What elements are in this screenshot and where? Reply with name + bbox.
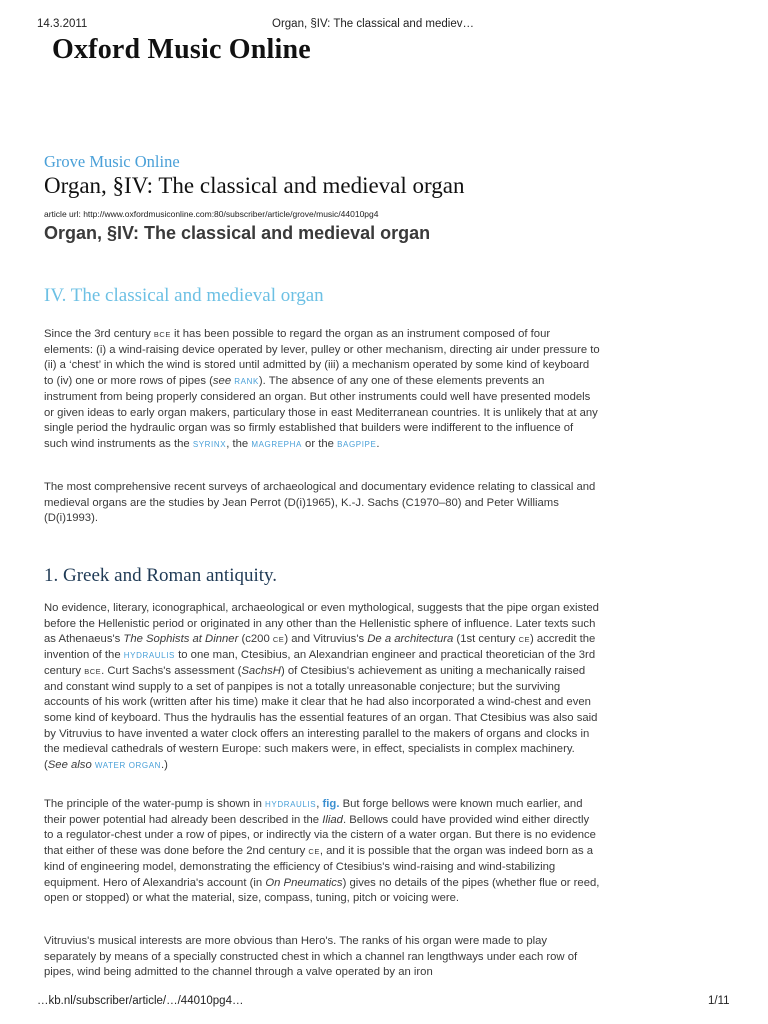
text: to one man, Ctesibius, an Alexandrian engineer and practical theoretician of the 3rd century	[44, 649, 596, 677]
link-syrinx[interactable]: SYRINX	[192, 439, 227, 449]
link-water-organ[interactable]: WATER ORGAN	[94, 761, 162, 771]
text: No evidence, literary, iconographical, archaeological or even mythological, suggests that the pipe organ existed before the Hellenistic period or originated in any other than the Hellenistic sphere of influence. Later texts such as Athenaeus's	[44, 602, 599, 646]
text: (1st century	[453, 633, 519, 646]
text: See also	[47, 759, 92, 772]
text: , the	[226, 437, 252, 450]
article-title: Organ, §IV: The classical and medieval organ	[44, 173, 465, 198]
text: , and it is possible that the organ was indeed born as a kind of engineering model, demonstrating the efficiency of Ctesibius's wind-raising and wind-stabilizing equipment. Hero of Alexandria's account (in	[44, 845, 594, 889]
link-hydraulis[interactable]: HYDRAULIS	[123, 651, 175, 661]
text: ) and Vitruvius's	[284, 633, 368, 646]
paragraph-vitruvius: Vitruvius's musical interests are more obvious than Hero's. The ranks of his organ were made to play separately by means of a specially constructed chest in which a channel ran lengthways under each row of pipes, wind being admitted to the channel through a valve operated by an iron	[44, 935, 578, 979]
text: But forge bellows were known much earlier, and their power potential had already been described in the	[44, 798, 583, 826]
link-rank[interactable]: RANK	[234, 377, 259, 387]
era-label: CE	[518, 635, 531, 645]
link-magrepha[interactable]: MAGREPHA	[251, 439, 302, 449]
text: . Curt Sachs's assessment (	[101, 664, 242, 677]
era-label: BCE	[84, 666, 102, 676]
text: De a architectura	[367, 633, 454, 646]
print-date: 14.3.2011	[37, 18, 88, 30]
text: SachsH	[241, 664, 281, 677]
era-label: CE	[272, 635, 285, 645]
source-link[interactable]: Grove Music Online	[44, 152, 180, 171]
section-heading: IV. The classical and medieval organ	[44, 285, 324, 306]
text: ). The absence of any one of these elements prevents an instrument from being properly considered an organ. But other instruments could well have presented models or given ideas to early organ makers, particulary those in east Mediterranean countries. It is unlikely that at any single period the hydraulic organ was so firmly established that builders were indifferent to the influence of such wind instruments as the	[44, 375, 598, 450]
text: see	[212, 375, 232, 388]
article-heading: Organ, §IV: The classical and medieval organ	[44, 223, 431, 243]
print-page-title: Organ, §IV: The classical and mediev…	[272, 18, 474, 30]
text: The Sophists at Dinner	[123, 633, 239, 646]
text: ,	[316, 798, 323, 810]
text: .)	[161, 759, 168, 772]
text: The principle of the water-pump is shown in	[44, 798, 266, 810]
paragraph-water-pump	[44, 797, 600, 907]
paragraph-antiquity	[44, 601, 600, 774]
text: ) gives no details of the pipes (whether flue or reed, open or stopped) or what the material, size, compass, tuning, pitch or voicing were.	[44, 876, 600, 905]
site-title[interactable]: Oxford Music Online	[52, 34, 311, 65]
text: Iliad	[322, 813, 343, 826]
text: ) of Ctesibius's achievement as uniting a mechanically raised and constant wind supply to a set of panpipes is not a totally unreasonable conjecture; but the surviving accounts of his work (written after his time) make it clear that he had also incorporated a wind-chest and even some kind of keyboard. Thus the hydraulis has the essential features of an organ. That Ctesibius was also said by Vitruvius to have invented a water clock offers an interesting parallel to the makers of organs and clocks in the medieval cathedrals of western Europe: such makers were, in effect, specialists in complex machinery. (	[44, 664, 598, 772]
link-fig[interactable]: fig.	[322, 798, 340, 810]
text: On Pneumatics	[265, 876, 343, 889]
text: Since the 3rd century	[44, 328, 154, 340]
subsection-heading: 1. Greek and Roman antiquity.	[44, 565, 278, 586]
page-number: 1/11	[708, 995, 730, 1007]
footer-url: …kb.nl/subscriber/article/…/44010pg4…	[37, 995, 244, 1007]
text: ) accredit the invention of the	[44, 633, 596, 662]
article-url: article url: http://www.oxfordmusiconline.com:80/subscriber/article/grove/music/44010pg4	[44, 209, 379, 219]
paragraph-intro	[44, 327, 600, 453]
text: it has been possible to regard the organ as an instrument composed of four elements: (i) a wind-raising device operated by lever, pulley or other mechanism, directing air under pressure to (ii) a ‘chest’ in which the wind is stored until admitted by (iii) a mechanism operated by some kind of keyboard to (iv) one or more rows of pipes (	[44, 328, 600, 388]
era-label: CE	[308, 847, 320, 857]
text: or the	[301, 437, 338, 450]
era-label: BCE	[153, 330, 171, 339]
paragraph-surveys: The most comprehensive recent surveys of archaeological and documentary evidence relating to classical and medieval organs are the studies by Jean Perrot (D(i)1965), K.-J. Sachs (C1970–80) and Peter Williams (D(i)1993).	[44, 481, 596, 525]
text: (c200	[238, 633, 273, 646]
link-bagpipe[interactable]: BAGPIPE	[337, 439, 377, 449]
text: . Bellows could have provided wind either directly to a regulator-chest under a row of pipes, or indirectly via the cistern of a water organ. But there is no evidence that either of these was done before the 2nd century	[44, 813, 596, 858]
link-hydraulis-2[interactable]: HYDRAULIS	[265, 800, 317, 809]
text: .	[376, 437, 380, 450]
